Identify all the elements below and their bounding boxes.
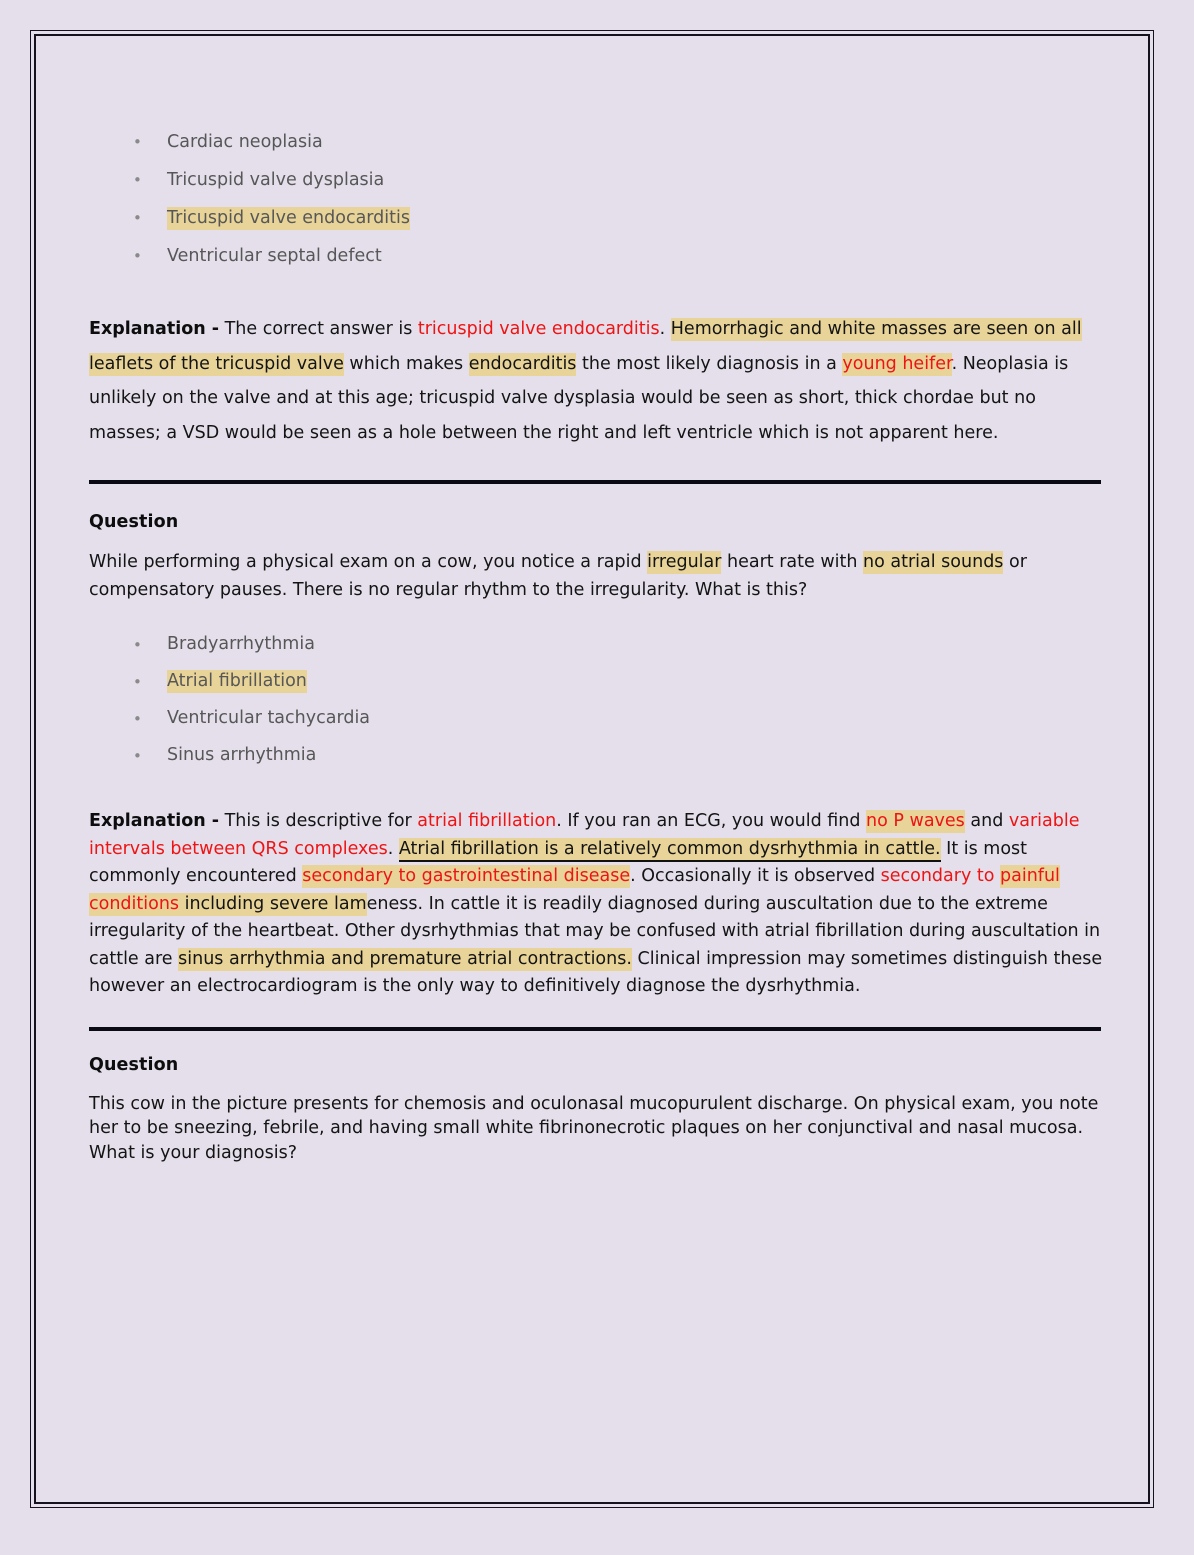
answer-list-question-2 <box>89 626 1109 774</box>
explanation-paragraph-1 <box>89 312 1109 450</box>
answer-option[interactable] <box>89 626 1109 663</box>
explanation-text: and <box>964 811 1009 831</box>
explanation-highlight-red: painful conditions <box>89 866 1060 914</box>
answer-option-label: Cardiac neoplasia <box>167 132 323 152</box>
explanation-highlight-red: secondary to gastrointestinal disease <box>302 866 631 886</box>
explanation-text: eness. In cattle it is readily diagnosed during auscultation due to the extreme irregularity of the heartbeat. Other dysrhythmias that may be confused with atrial fibrillation during auscultation in cattle are <box>89 893 1101 969</box>
explanation-highlight: sinus arrhythmia and premature atrial contractions. <box>178 948 632 969</box>
explanation-label: Explanation - <box>89 319 220 339</box>
explanation-text: . <box>387 838 399 859</box>
explanation-emphasis-red: tricuspid valve endocarditis <box>417 319 660 339</box>
answer-option-label: Bradyarrhythmia <box>167 634 315 654</box>
answer-option-correct[interactable] <box>89 663 1109 700</box>
explanation-text: . Occasionally it is observed <box>630 866 881 886</box>
explanation-text: Clinical impression may sometimes distinguish these however an electrocardiogram is the only way to definitively diagnose the dysrhythmia. <box>89 948 1103 996</box>
explanation-highlight-red: young heifer <box>842 353 952 374</box>
question-body-2 <box>89 549 1109 604</box>
question-text: While performing a physical exam on a cow, you notice a rapid <box>89 552 648 572</box>
answer-option[interactable] <box>89 700 1109 737</box>
answer-option-label: Tricuspid valve dysplasia <box>167 170 385 190</box>
question-text: or compensatory pauses. There is no regular rhythm to the irregularity. What is this? <box>89 552 1027 600</box>
document-content <box>89 123 1109 1165</box>
explanation-label: Explanation - <box>89 811 220 831</box>
question-heading: Question <box>89 512 179 532</box>
explanation-text: The correct answer is <box>219 319 418 339</box>
bullet-icon: • <box>133 636 142 654</box>
explanation-emphasis-red: variable intervals between QRS complexes <box>89 811 1080 859</box>
explanation-emphasis-red: atrial fibrillation <box>417 811 557 831</box>
answer-option-label: Ventricular septal defect <box>167 246 382 266</box>
explanation-text: It is most commonly encountered <box>89 838 1028 886</box>
bullet-icon: • <box>133 747 142 765</box>
explanation-highlight-underlined: Atrial fibrillation is a relatively common dysrhythmia in cattle. <box>399 838 941 862</box>
question-text: heart rate with <box>721 552 864 572</box>
bullet-icon: • <box>133 247 142 265</box>
page-frame-outer <box>30 30 1154 1508</box>
bullet-icon: • <box>133 710 142 728</box>
answer-option[interactable] <box>89 237 1109 275</box>
answer-option-label: Atrial fibrillation <box>167 671 307 691</box>
explanation-text: . Neoplasia is unlikely on the valve and at this age; tricuspid valve dysplasia would be seen as short, thick chordae but no masses; a VSD would be seen as a hole between the right and left ventricle which is not apparent here. <box>89 353 1069 443</box>
bullet-icon: • <box>133 171 142 189</box>
answer-option-label: Ventricular tachycardia <box>167 708 371 728</box>
bullet-icon: • <box>133 133 142 151</box>
answer-option-correct[interactable] <box>89 199 1109 237</box>
explanation-text: . <box>659 319 671 339</box>
answer-option[interactable] <box>89 737 1109 774</box>
explanation-highlight-red: no P waves <box>866 811 965 831</box>
explanation-text: . If you ran an ECG, you would find <box>556 811 867 831</box>
explanation-paragraph-2 <box>89 808 1109 1001</box>
explanation-text: the most likely diagnosis in a <box>576 353 843 374</box>
explanation-text: This is descriptive for <box>219 811 418 831</box>
question-highlight: no atrial sounds <box>863 552 1004 572</box>
answer-list-question-1 <box>89 123 1109 275</box>
answer-option-label: Sinus arrhythmia <box>167 745 317 765</box>
explanation-highlight: including severe lam <box>179 893 367 914</box>
answer-option[interactable] <box>89 123 1109 161</box>
answer-option-label: Tricuspid valve endocarditis <box>167 208 410 228</box>
explanation-highlight: Hemorrhagic and white masses are seen on all leaflets of the tricuspid valve <box>89 319 1082 374</box>
question-highlight: irregular <box>647 552 722 572</box>
explanation-text: which makes <box>343 353 469 374</box>
question-heading: Question <box>89 1054 179 1075</box>
bullet-icon: • <box>133 673 142 691</box>
explanation-highlight: endocarditis <box>468 353 577 374</box>
answer-option[interactable] <box>89 161 1109 199</box>
bullet-icon: • <box>133 209 142 227</box>
explanation-emphasis-red: secondary to <box>880 866 1001 886</box>
question-body-3: This cow in the picture presents for chemosis and oculonasal mucopurulent discharge. On physical exam, you note her to be sneezing, febrile, and having small white fibrinonecrotic plaques on her conjunctival and nasal mucosa. What is your diagnosis? <box>89 1093 1099 1163</box>
